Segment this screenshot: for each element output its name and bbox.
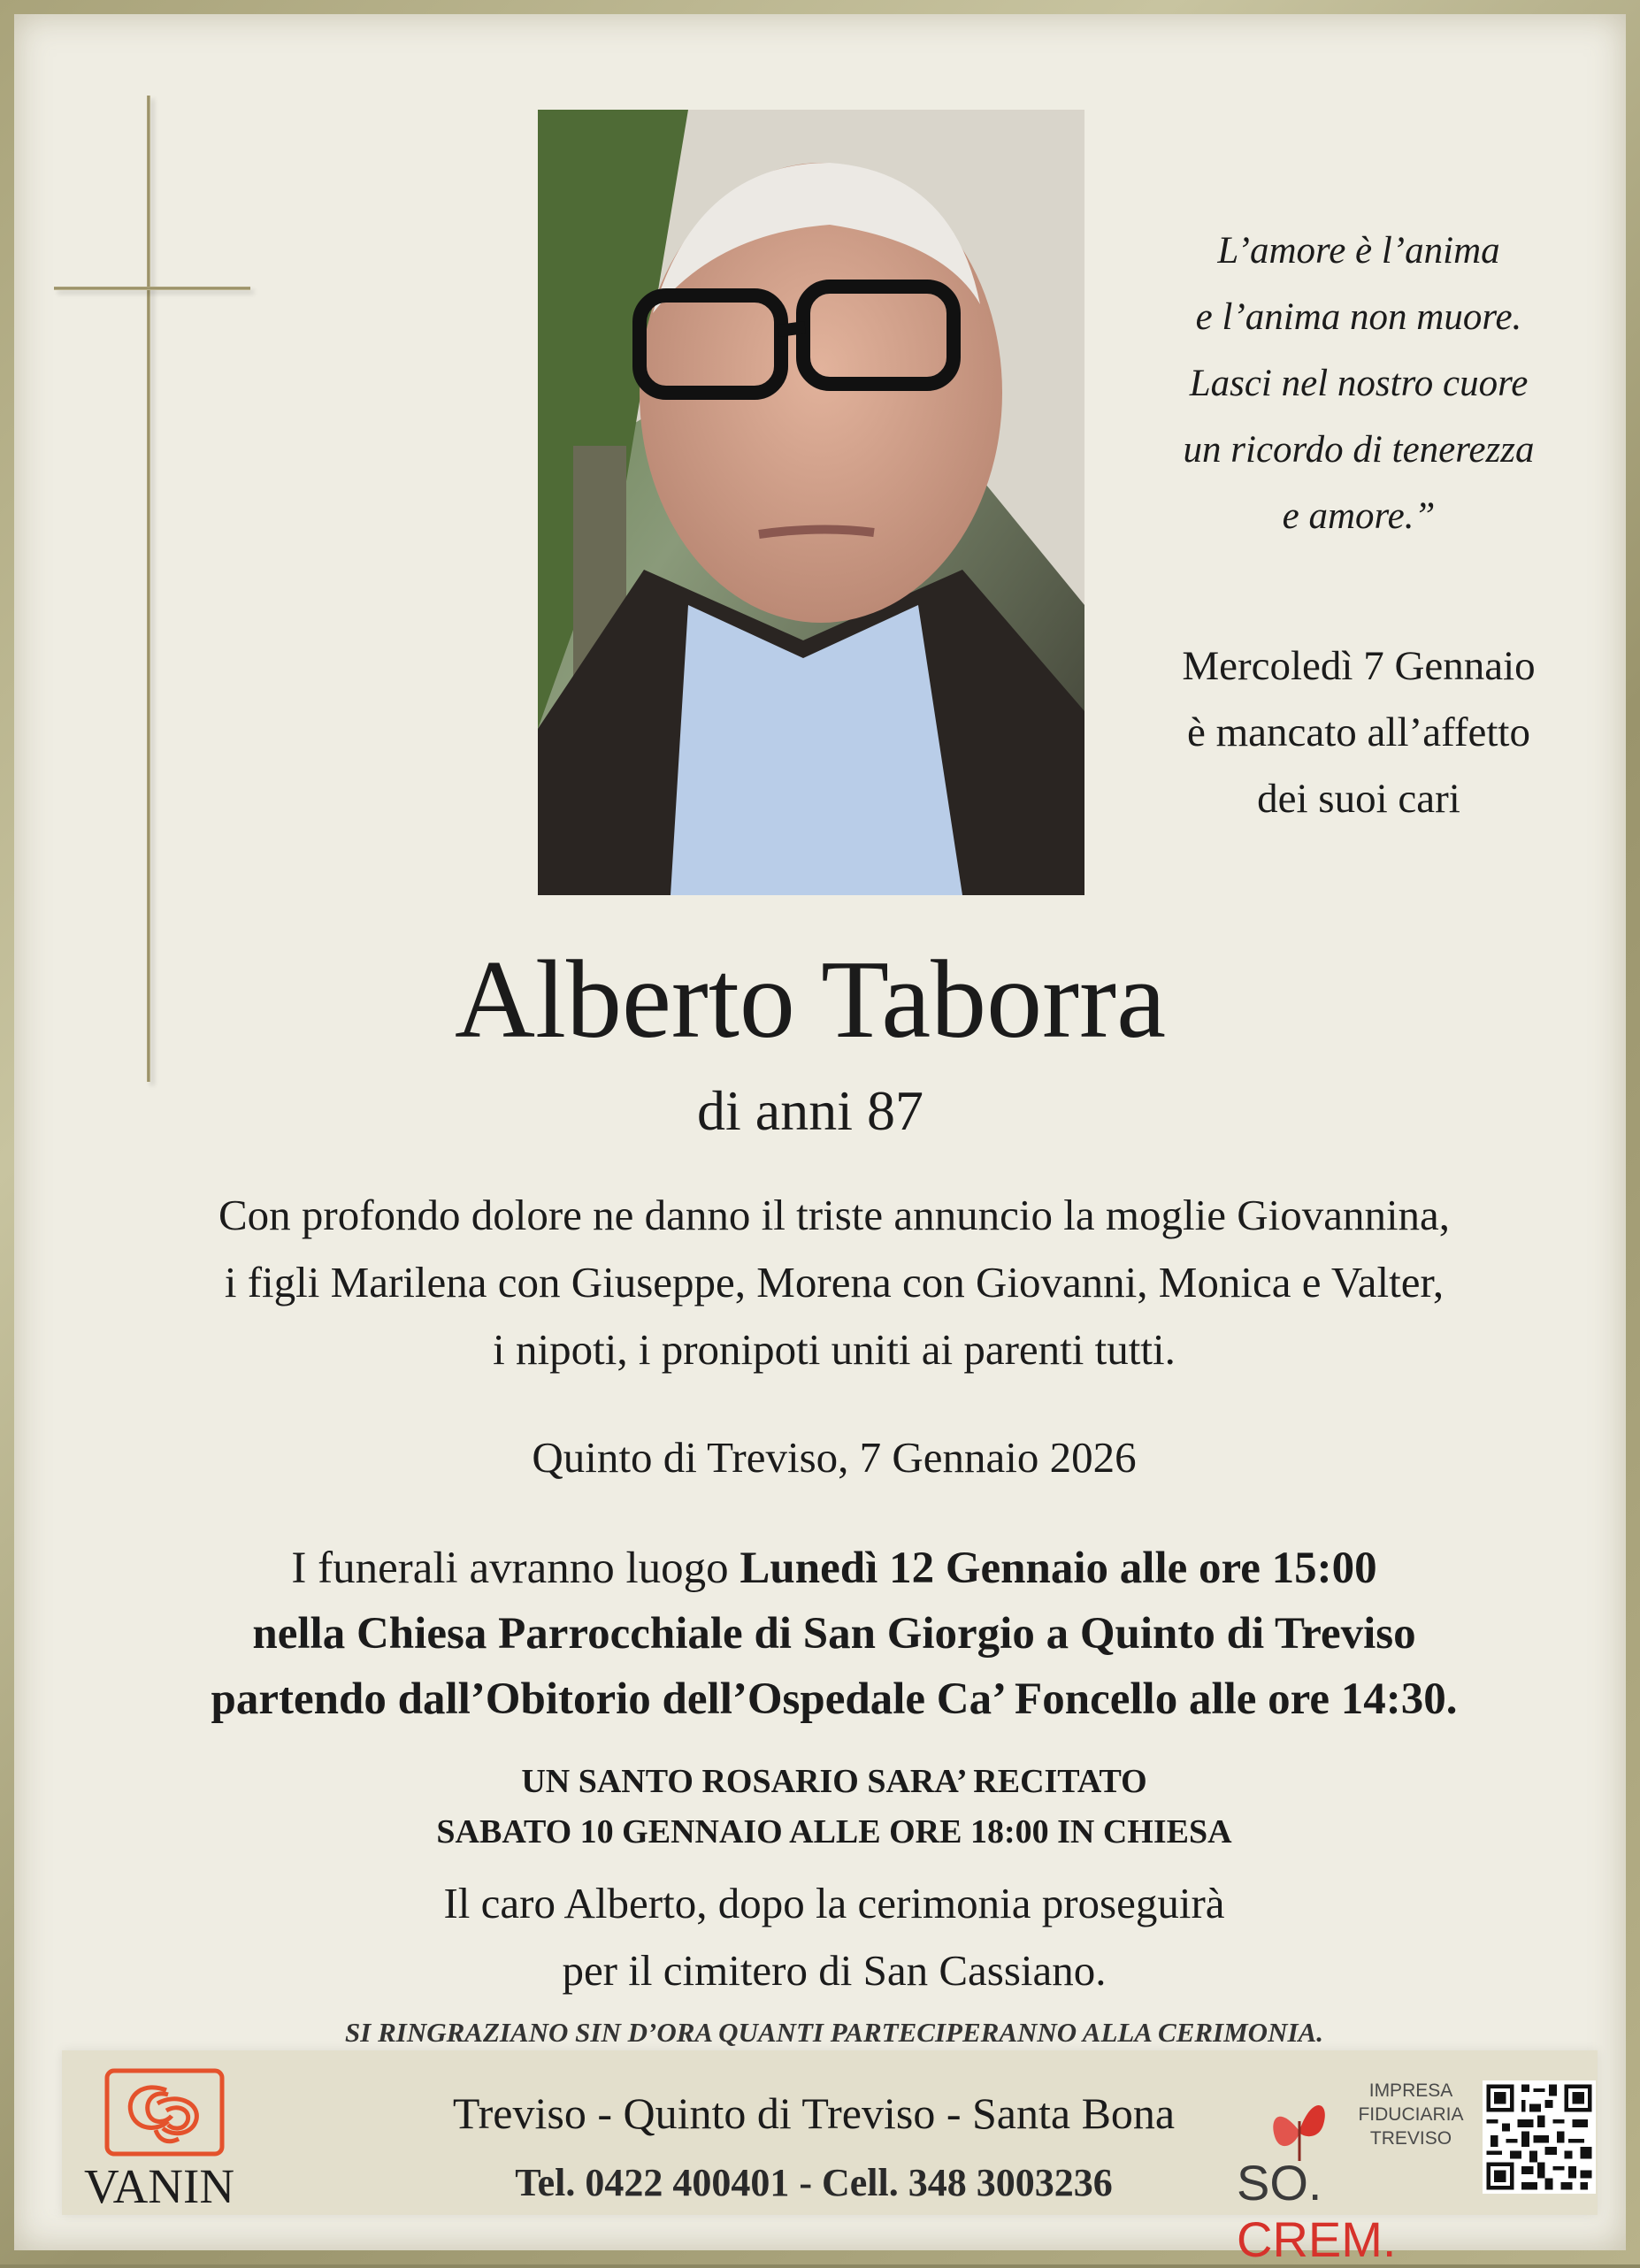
memorial-quote bbox=[1111, 218, 1606, 549]
thanks-line: SI RINGRAZIANO SIN D’ORA QUANTI PARTECIPERANNO ALLA CERIMONIA. bbox=[345, 2017, 1323, 2048]
portrait-photo bbox=[538, 110, 1084, 895]
quote-line: L’amore è l’anima bbox=[1217, 230, 1500, 272]
announcement-line: i figli Marilena con Giuseppe, Morena con Giovanni, Monica e Valter, bbox=[224, 1258, 1445, 1306]
cemetery-line: per il cimitero di San Cassiano. bbox=[562, 1946, 1107, 1995]
funeral-departure: partendo dall’Obitorio dell’Ospedale Ca’ Foncello alle ore 14:30. bbox=[211, 1674, 1458, 1724]
notice-paper bbox=[14, 14, 1626, 2250]
qr-code-icon[interactable] bbox=[1483, 2080, 1596, 2194]
funeral-details bbox=[41, 1536, 1628, 1732]
footer-locations: Treviso - Quinto di Treviso - Santa Bona bbox=[452, 2088, 1176, 2138]
vanin-logo-icon bbox=[104, 2068, 225, 2157]
cemetery-line: Il caro Alberto, dopo la cerimonia proseguirà bbox=[443, 1879, 1225, 1927]
announcement-line: i nipoti, i pronipoti uniti ai parenti tutti. bbox=[493, 1325, 1176, 1374]
funeral-when: Lunedì 12 Gennaio alle ore 15:00 bbox=[740, 1544, 1377, 1593]
place-date: Quinto di Treviso, 7 Gennaio 2026 bbox=[532, 1433, 1137, 1482]
quote-line: e l’anima non muore. bbox=[1195, 296, 1522, 338]
death-notice-line: dei suoi cari bbox=[1257, 776, 1460, 822]
deceased-age: di anni 87 bbox=[697, 1079, 923, 1142]
announcement-line: Con profondo dolore ne danno il triste annuncio la moglie Giovannina, bbox=[218, 1191, 1451, 1239]
deceased-name: Alberto Taborra bbox=[454, 939, 1167, 1061]
funeral-church: nella Chiesa Parrocchiale di San Giorgio a Quinto di Treviso bbox=[252, 1609, 1416, 1659]
death-notice-line: è mancato all’affetto bbox=[1187, 709, 1530, 755]
family-announcement bbox=[67, 1182, 1601, 1383]
footer-phones: Tel. 0422 400401 - Cell. 348 3003236 bbox=[515, 2161, 1113, 2204]
cross-icon bbox=[147, 96, 150, 1082]
socrem-sub-line: FIDUCIARIA bbox=[1358, 2104, 1464, 2125]
death-notice-line: Mercoledì 7 Gennaio bbox=[1182, 643, 1536, 689]
socrem-sub-line: TREVISO bbox=[1369, 2128, 1452, 2149]
socrem-brand-a: SO. bbox=[1237, 2155, 1322, 2211]
death-notice bbox=[1111, 633, 1606, 832]
socrem-sub-line: IMPRESA bbox=[1368, 2080, 1453, 2101]
quote-line: Lasci nel nostro cuore bbox=[1189, 363, 1529, 404]
vanin-brand: VANIN bbox=[83, 2159, 235, 2213]
footer-bar bbox=[62, 2050, 1598, 2267]
funeral-intro: I funerali avranno luogo bbox=[291, 1544, 740, 1593]
socrem-brand bbox=[1237, 2155, 1467, 2268]
cemetery-notice bbox=[280, 1870, 1389, 2004]
quote-line: un ricordo di tenerezza bbox=[1183, 429, 1535, 471]
rosary-line: UN SANTO ROSARIO SARA’ RECITATO bbox=[521, 1763, 1147, 1800]
socrem-brand-b: CREM. bbox=[1237, 2211, 1397, 2267]
quote-line: e amore.” bbox=[1282, 495, 1436, 537]
funeral-line-1 bbox=[41, 1536, 1628, 1601]
rosary-line: SABATO 10 GENNAIO ALLE ORE 18:00 IN CHIESA bbox=[436, 1813, 1232, 1850]
cross-icon-bar bbox=[54, 287, 250, 290]
rosary-notice bbox=[280, 1757, 1389, 1858]
socrem-subtitle bbox=[1345, 2079, 1477, 2150]
